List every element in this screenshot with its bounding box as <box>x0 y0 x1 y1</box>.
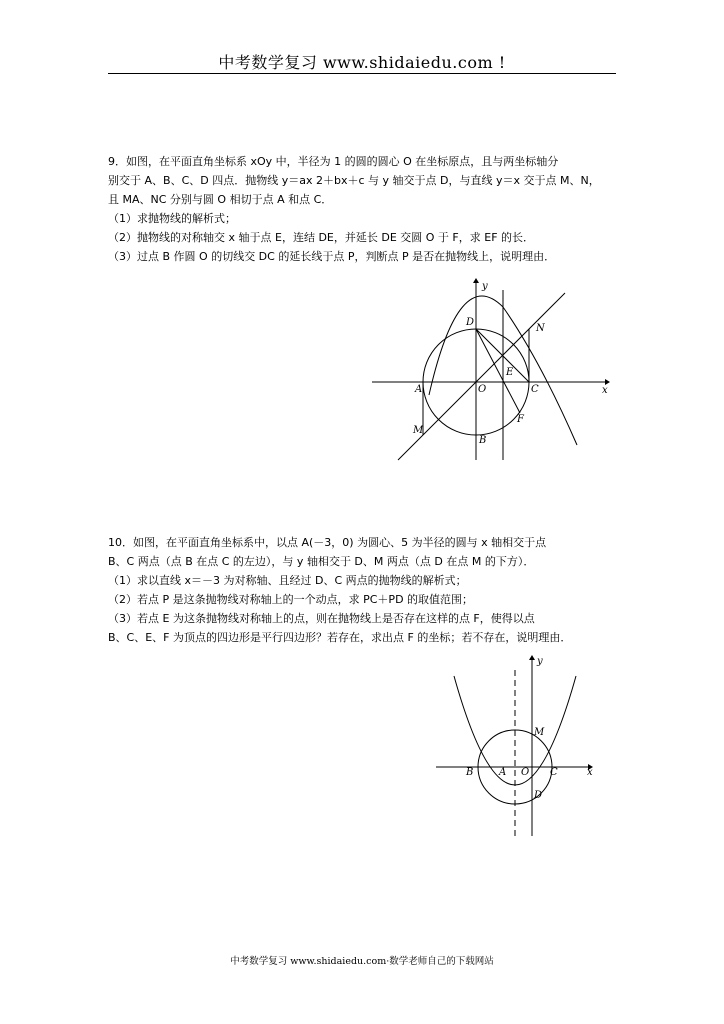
label-x: x <box>587 767 593 778</box>
problem-9-line: （1）求抛物线的解析式； <box>108 212 236 225</box>
problem-9-line: 9．如图，在平面直角坐标系 xOy 中，半径为 1 的圆的圆心 O 在坐标原点，且与两坐标轴分 <box>108 155 559 168</box>
label-y: y <box>537 656 543 667</box>
label-a: A <box>415 384 423 395</box>
problem-9-line: （2）抛物线的对称轴交 x 轴于点 E，连结 DE，并延长 DE 交圆 O 于 F，求 EF 的长． <box>108 231 535 244</box>
problem-9-line: （3）过点 B 作圆 O 的切线交 DC 的延长线于点 P，判断点 P 是否在抛物线上，说明理由． <box>108 250 556 263</box>
label-m: M <box>413 425 424 436</box>
y-axis-arrow <box>473 278 479 283</box>
problem-10-figure <box>430 648 610 838</box>
label-b: B <box>466 767 474 778</box>
label-c: C <box>531 384 539 395</box>
problem-10-line: （3）若点 E 为这条抛物线对称轴上的点，则在抛物线上是否存在这样的点 F，使得以点 <box>108 612 535 625</box>
label-d: D <box>534 790 543 801</box>
page-footer: 中考数学复习 www.shidaiedu.com·数学老师自己的下载网站 <box>230 956 494 967</box>
label-a: A <box>499 767 507 778</box>
label-c: C <box>550 767 558 778</box>
problem-10-line: （1）求以直线 x＝－3 为对称轴、且经过 D、C 两点的抛物线的解析式； <box>108 574 467 587</box>
page-header: 中考数学复习 www.shidaiedu.com ! <box>218 53 506 72</box>
label-f: F <box>517 414 524 425</box>
label-o: O <box>521 767 530 778</box>
label-x: x <box>602 385 608 396</box>
problem-10-line: B、C 两点（点 B 在点 C 的左边），与 y 轴相交于 D、M 两点（点 D 在点 M 的下方）． <box>108 555 535 568</box>
label-d: D <box>466 317 475 328</box>
label-o: O <box>478 384 487 395</box>
line-df <box>476 329 520 413</box>
label-e: E <box>506 367 514 378</box>
header-divider <box>108 73 616 74</box>
label-y: y <box>482 281 488 292</box>
problem-10-line: B、C、E、F 为顶点的四边形是平行四边形？若存在，求出点 F 的坐标；若不存在，说明理由． <box>108 631 572 644</box>
problem-10-line: （2）若点 P 是这条抛物线对称轴上的一个动点，求 PC＋PD 的取值范围； <box>108 593 474 606</box>
label-m: M <box>534 727 545 738</box>
label-n: N <box>536 323 545 334</box>
y-axis-arrow <box>529 655 535 660</box>
problem-10-line: 10．如图，在平面直角坐标系中，以点 A(－3，0) 为圆心、5 为半径的圆与 x 轴相交于点 <box>108 536 547 549</box>
problem-9-line: 且 MA、NC 分别与圆 O 相切于点 A 和点 C． <box>108 193 333 206</box>
label-b: B <box>479 435 487 446</box>
problem-9-figure <box>360 275 620 465</box>
problem-9-line: 别交于 A、B、C、D 四点．抛物线 y＝ax 2＋bx＋c 与 y 轴交于点 D，与直线 y＝x 交于点 M、N， <box>108 174 600 187</box>
